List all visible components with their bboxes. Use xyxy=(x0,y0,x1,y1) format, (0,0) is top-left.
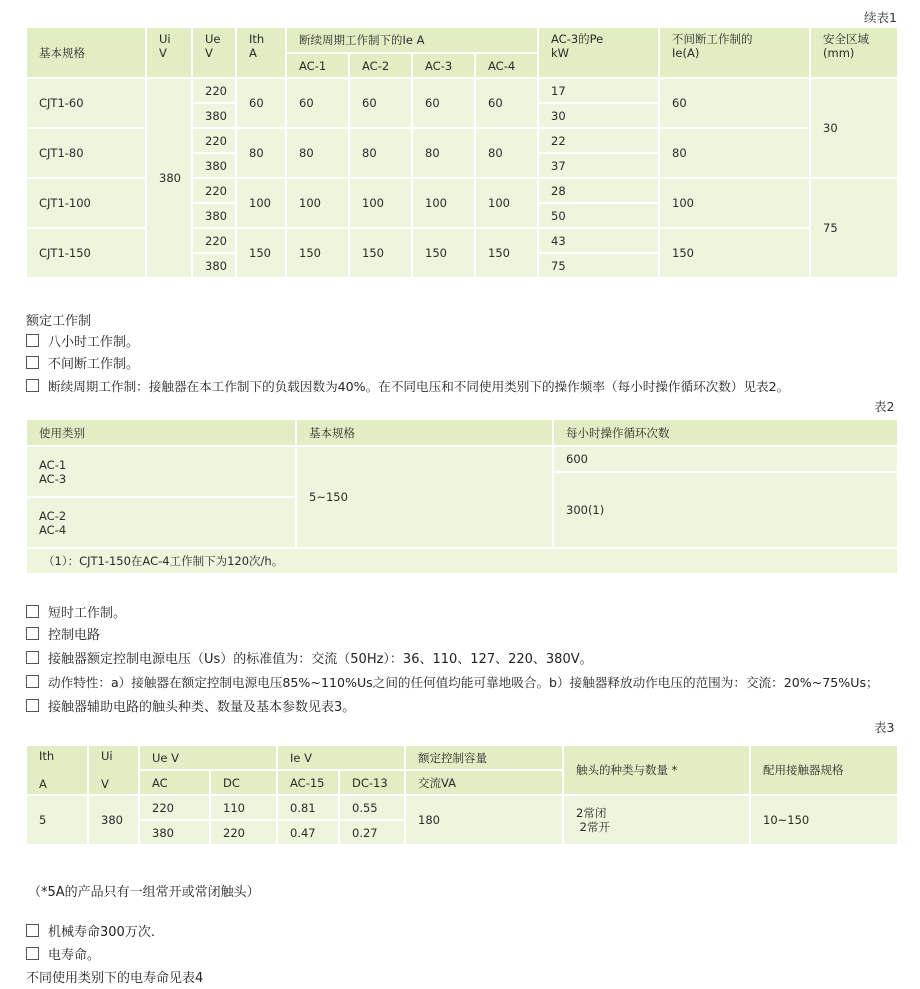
header-ue: Ue V xyxy=(139,745,277,770)
header-frequency: 每小时操作循环次数 xyxy=(553,419,898,446)
cell-spec: CJT1-80 xyxy=(26,128,146,178)
cell-ac: 380 xyxy=(139,820,210,845)
cell-ac2: 100 xyxy=(349,178,412,228)
header-capacity-unit: 交流VA xyxy=(405,770,563,795)
list-item: 接触器额定控制电源电压（Us）的标准值为：交流（50Hz）：36、110、127、220、380V。 xyxy=(26,648,593,667)
cell-ith: 80 xyxy=(236,128,286,178)
cell-ac15: 0.81 xyxy=(277,795,339,820)
header-continuous: 不间断工作制的 Ie(A) xyxy=(659,27,810,78)
cell-continuous: 60 xyxy=(659,78,810,128)
cell-ac15: 0.47 xyxy=(277,820,339,845)
header-safety: 安全区域 (mm) xyxy=(810,27,898,78)
checkbox-icon xyxy=(26,356,39,369)
header-ac3: AC-3 xyxy=(412,53,475,78)
cell-dc13: 0.27 xyxy=(339,820,405,845)
list-item: 接触器辅助电路的触头种类、数量及基本参数见表3。 xyxy=(26,696,355,715)
list-item: 动作特性：a）接触器在额定控制电源电压85%~110%Us之间的任何值均能可靠地吸合。b）接触器释放动作电压的范围为：交流：20%~75%Us； xyxy=(26,672,879,691)
header-ith: Ith A xyxy=(236,27,286,78)
cell-ue: 380 xyxy=(192,103,236,128)
header-pe: AC-3的Pe kW xyxy=(538,27,659,78)
cell-ac4: 150 xyxy=(475,228,538,278)
cell-ac2: 80 xyxy=(349,128,412,178)
cell-pe: 75 xyxy=(538,253,659,278)
cell-ac2: 150 xyxy=(349,228,412,278)
cell-spec: CJT1-60 xyxy=(26,78,146,128)
cell-dc: 220 xyxy=(210,820,277,845)
cell-spec: CJT1-100 xyxy=(26,178,146,228)
cell-ue: 380 xyxy=(192,153,236,178)
header-ui: Ui V xyxy=(88,745,139,795)
list-item: 机械寿命300万次. xyxy=(26,921,155,940)
header-category: 使用类别 xyxy=(26,419,296,446)
header-ith: Ith A xyxy=(26,745,88,795)
header-spec: 基本规格 xyxy=(296,419,553,446)
cell-ac3: 60 xyxy=(412,78,475,128)
cell-ac3: 150 xyxy=(412,228,475,278)
header-ac: AC xyxy=(139,770,210,795)
cell-ac3: 100 xyxy=(412,178,475,228)
checkbox-icon xyxy=(26,334,39,347)
list-item: 控制电路 xyxy=(26,624,100,643)
duty-item: 断续周期工作制：接触器在本工作制下的负载因数为40%。在不同电压和不同使用类别下的操作频率（每小时操作循环次数）见表2。 xyxy=(26,376,789,395)
checkbox-icon xyxy=(26,627,39,640)
cell-safety: 30 xyxy=(810,78,898,178)
header-capacity: 额定控制容量 xyxy=(405,745,563,770)
cell-frequency: 300(1) xyxy=(553,472,898,548)
cell-ith: 5 xyxy=(26,795,88,845)
cell-ui: 380 xyxy=(88,795,139,845)
header-contacts: 触头的种类与数量 * xyxy=(563,745,750,795)
cell-category: AC-2 AC-4 xyxy=(26,497,296,548)
cell-ac3: 80 xyxy=(412,128,475,178)
cell-pe: 22 xyxy=(538,128,659,153)
cell-pe: 17 xyxy=(538,78,659,103)
header-ue: Ue V xyxy=(192,27,236,78)
cell-ue: 380 xyxy=(192,253,236,278)
list-item: 短时工作制。 xyxy=(26,602,126,621)
checkbox-icon xyxy=(26,947,39,960)
table2 xyxy=(25,418,899,575)
duty-item: 八小时工作制。 xyxy=(26,331,139,350)
checkbox-icon xyxy=(26,651,39,664)
table2-note: （1）：CJT1-150在AC-4工作制下为120次/h。 xyxy=(26,548,898,574)
header-spec: 配用接触器规格 xyxy=(750,745,898,795)
table2-caption: 表2 xyxy=(874,399,895,414)
checkbox-icon xyxy=(26,924,39,937)
header-dc13: DC-13 xyxy=(339,770,405,795)
header-ac1: AC-1 xyxy=(286,53,349,78)
cell-frequency: 600 xyxy=(553,446,898,472)
cell-ue: 220 xyxy=(192,78,236,103)
cell-pe: 50 xyxy=(538,203,659,228)
checkbox-icon xyxy=(26,379,39,392)
cell-dc: 110 xyxy=(210,795,277,820)
table3 xyxy=(25,744,899,846)
cell-pe: 30 xyxy=(538,103,659,128)
table-row xyxy=(26,78,898,103)
cell-ac4: 80 xyxy=(475,128,538,178)
cell-category: AC-1 AC-3 xyxy=(26,446,296,497)
cell-safety: 75 xyxy=(810,178,898,278)
header-ac4: AC-4 xyxy=(475,53,538,78)
cell-ac1: 150 xyxy=(286,228,349,278)
cell-ac4: 60 xyxy=(475,78,538,128)
cell-ac2: 60 xyxy=(349,78,412,128)
cell-continuous: 100 xyxy=(659,178,810,228)
cell-capacity: 180 xyxy=(405,795,563,845)
cell-spec: CJT1-150 xyxy=(26,228,146,278)
cell-ac4: 100 xyxy=(475,178,538,228)
header-dc: DC xyxy=(210,770,277,795)
cell-ue: 380 xyxy=(192,203,236,228)
cell-pe: 43 xyxy=(538,228,659,253)
closing-text: 不同使用类别下的电寿命见表4 xyxy=(26,971,204,986)
cell-pe: 37 xyxy=(538,153,659,178)
cell-ue: 220 xyxy=(192,128,236,153)
cell-ith: 60 xyxy=(236,78,286,128)
header-ie: Ie V xyxy=(277,745,405,770)
header-ui: Ui V xyxy=(146,27,192,78)
cell-dc13: 0.55 xyxy=(339,795,405,820)
cell-continuous: 80 xyxy=(659,128,810,178)
cell-pe: 28 xyxy=(538,178,659,203)
header-spec: 基本规格 xyxy=(26,27,146,78)
checkbox-icon xyxy=(26,675,39,688)
cell-ith: 150 xyxy=(236,228,286,278)
table-row xyxy=(26,795,898,820)
cell-ui: 380 xyxy=(146,78,192,278)
header-ac2: AC-2 xyxy=(349,53,412,78)
cell-continuous: 150 xyxy=(659,228,810,278)
checkbox-icon xyxy=(26,605,39,618)
cell-ac: 220 xyxy=(139,795,210,820)
cell-ac1: 80 xyxy=(286,128,349,178)
cell-contacts: 2常闭 2常开 xyxy=(563,795,750,845)
cell-ue: 220 xyxy=(192,228,236,253)
cell-ith: 100 xyxy=(236,178,286,228)
checkbox-icon xyxy=(26,699,39,712)
cell-ac1: 60 xyxy=(286,78,349,128)
duty-item: 不间断工作制。 xyxy=(26,353,139,372)
header-ac15: AC-15 xyxy=(277,770,339,795)
table1-caption: 续表1 xyxy=(864,10,897,25)
table3-caption: 表3 xyxy=(874,720,895,735)
cell-spec: 5~150 xyxy=(296,446,553,548)
cell-ue: 220 xyxy=(192,178,236,203)
list-item: 电寿命。 xyxy=(26,944,100,963)
cell-ac1: 100 xyxy=(286,178,349,228)
footnote: （*5A的产品只有一组常开或常闭触头） xyxy=(28,885,260,900)
duty-title: 额定工作制 xyxy=(26,314,92,329)
header-intermittent: 断续周期工作制下的Ie A xyxy=(286,27,538,53)
table-row xyxy=(26,446,898,472)
table1 xyxy=(25,26,899,279)
cell-spec: 10~150 xyxy=(750,795,898,845)
